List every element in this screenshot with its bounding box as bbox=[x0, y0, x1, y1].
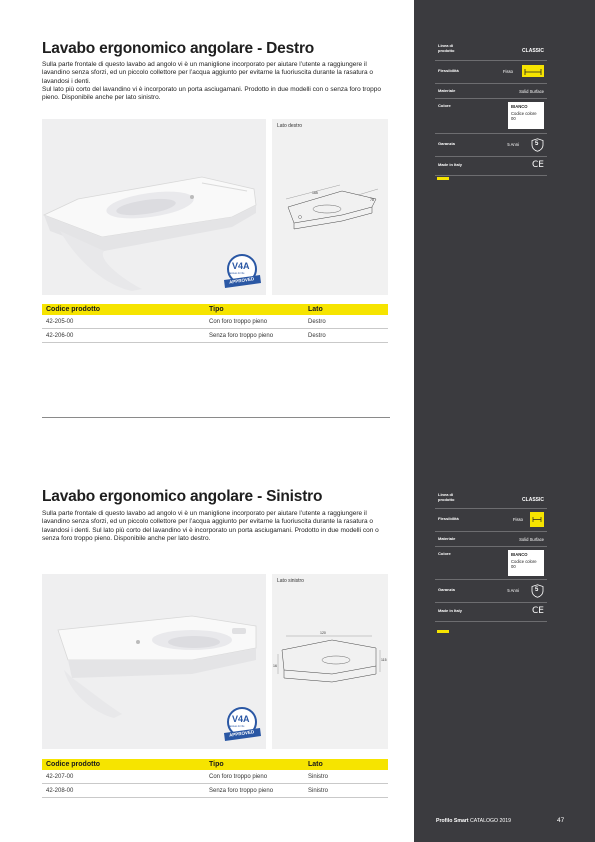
spec-label: Garanzia bbox=[438, 141, 455, 146]
accent-bar bbox=[437, 630, 449, 633]
spec-row-materiale bbox=[435, 532, 547, 547]
header-codice: Codice prodotto bbox=[46, 761, 101, 768]
cell-tipo: Con foro troppo pieno bbox=[209, 773, 268, 780]
badge-main-text: V4A bbox=[232, 714, 250, 724]
dimension-label: 120 bbox=[320, 631, 326, 635]
cell-codice: 42-205-00 bbox=[46, 318, 74, 325]
arrow-icon bbox=[522, 65, 544, 77]
spec-row-colore bbox=[435, 99, 547, 134]
warranty-shield-icon bbox=[531, 138, 544, 152]
cell-lato: Destro bbox=[308, 332, 326, 339]
badge-ribbon-text: APPROVED bbox=[228, 729, 255, 738]
drawing-label: Lato sinistro bbox=[277, 578, 304, 584]
badge-main-text: V4A bbox=[232, 261, 250, 271]
cell-lato: Destro bbox=[308, 318, 326, 325]
header-codice: Codice prodotto bbox=[46, 306, 101, 313]
ce-mark-icon: CE bbox=[532, 606, 544, 616]
section-description bbox=[42, 510, 384, 543]
dimension-label: 165 bbox=[312, 191, 318, 195]
badge-small-text: stainless for life bbox=[228, 725, 245, 728]
header-lato: Lato bbox=[308, 306, 323, 313]
spec-value: Solid Surface bbox=[519, 89, 544, 94]
table-row bbox=[42, 770, 388, 784]
spec-label: Flessibilità bbox=[438, 516, 459, 521]
product-photo bbox=[42, 574, 266, 749]
spec-row-garanzia bbox=[435, 134, 547, 157]
spec-panel bbox=[435, 492, 547, 633]
color-name: BIANCO bbox=[511, 552, 528, 557]
warranty-years: 5 bbox=[535, 141, 539, 147]
spec-value: Fisso bbox=[512, 517, 523, 522]
table-header bbox=[42, 304, 388, 315]
technical-drawing bbox=[272, 574, 388, 749]
cell-codice: 42-207-00 bbox=[46, 773, 74, 780]
spec-row-made bbox=[435, 157, 547, 176]
spec-value: CLASSIC bbox=[522, 48, 544, 54]
ce-mark-icon: CE bbox=[532, 160, 544, 170]
spec-row-linea bbox=[435, 492, 547, 509]
cell-lato: Sinistro bbox=[308, 787, 329, 794]
technical-drawing bbox=[272, 119, 388, 295]
spec-label: Flessibilità bbox=[438, 68, 459, 73]
spec-value: 5 Anni bbox=[507, 588, 519, 593]
page-number: 47 bbox=[557, 817, 565, 824]
spec-panel bbox=[435, 42, 547, 180]
drawing-label: Lato destro bbox=[277, 123, 303, 129]
color-code: 00 bbox=[511, 116, 516, 121]
spec-row-colore bbox=[435, 547, 547, 580]
spec-value: 5 Anni bbox=[507, 142, 519, 147]
spec-label: Materiale bbox=[438, 536, 456, 541]
table-row bbox=[42, 315, 388, 329]
v4a-approved-badge bbox=[220, 253, 264, 295]
footer-brand: Profilo Smart bbox=[436, 818, 469, 824]
spec-label: Garanzia bbox=[438, 587, 455, 592]
section-description bbox=[42, 61, 384, 102]
spec-value: Solid Surface bbox=[519, 537, 544, 542]
spec-label: Linea di prodotto bbox=[438, 43, 455, 53]
badge-ribbon-text: APPROVED bbox=[228, 276, 255, 285]
color-swatch bbox=[508, 102, 544, 129]
cell-tipo: Con foro troppo pieno bbox=[209, 318, 268, 325]
color-name: BIANCO bbox=[511, 104, 528, 109]
arrow-icon bbox=[530, 512, 544, 527]
spec-label: Colore bbox=[438, 551, 451, 556]
spec-row-made bbox=[435, 603, 547, 622]
drawing-lines bbox=[272, 574, 388, 749]
cell-tipo: Senza foro troppo pieno bbox=[209, 332, 274, 339]
dimension-label: 115 bbox=[381, 658, 387, 662]
table-header bbox=[42, 759, 388, 770]
footer-catalog bbox=[436, 818, 511, 824]
product-photo bbox=[42, 119, 266, 295]
cell-codice: 42-208-00 bbox=[46, 787, 74, 794]
spec-row-flessibilita bbox=[435, 509, 547, 532]
accent-bar bbox=[437, 177, 449, 180]
spec-label: Made in Italy bbox=[438, 608, 463, 613]
table-row bbox=[42, 784, 388, 798]
drawing-lines bbox=[272, 119, 388, 295]
warranty-shield-icon bbox=[531, 584, 544, 598]
description-paragraph: Sul lato più corto del lavandino vi è incorporato un porta asciugamani. Prodotto in due modelli con o senza foro troppo pieno. Disponibile anche per lato sinistro. bbox=[42, 85, 381, 102]
color-code: 00 bbox=[511, 564, 516, 569]
spec-value: CLASSIC bbox=[522, 497, 544, 503]
spec-label: Linea di prodotto bbox=[438, 492, 455, 502]
spec-label: Colore bbox=[438, 103, 451, 108]
cell-tipo: Senza foro troppo pieno bbox=[209, 787, 274, 794]
spec-row-garanzia bbox=[435, 580, 547, 603]
section-divider bbox=[42, 417, 390, 418]
warranty-years: 5 bbox=[535, 587, 539, 593]
spec-row-materiale bbox=[435, 84, 547, 99]
table-row bbox=[42, 329, 388, 343]
product-table bbox=[42, 304, 388, 343]
header-tipo: Tipo bbox=[209, 306, 224, 313]
cell-lato: Sinistro bbox=[308, 773, 329, 780]
spec-label: Materiale bbox=[438, 88, 456, 93]
spec-row-linea bbox=[435, 42, 547, 61]
color-code-label: Codice colore bbox=[511, 559, 537, 564]
badge-small-text: stainless for life bbox=[228, 272, 245, 275]
footer-catalog-year: CATALOGO 2019 bbox=[470, 818, 512, 824]
section-title: Lavabo ergonomico angolare - Sinistro bbox=[42, 488, 323, 505]
dimension-label: 16 bbox=[273, 664, 277, 668]
spec-label: Made in Italy bbox=[438, 162, 463, 167]
color-swatch bbox=[508, 550, 544, 576]
dimension-label: 78 bbox=[370, 198, 374, 202]
v4a-approved-badge bbox=[220, 706, 264, 749]
product-table bbox=[42, 759, 388, 798]
cell-codice: 42-206-00 bbox=[46, 332, 74, 339]
section-title: Lavabo ergonomico angolare - Destro bbox=[42, 40, 315, 57]
description-paragraph: Sulla parte frontale di questo lavabo ad angolo vi è un maniglione incorporato per aiutare l’utente a raggiungere il lavandino senza sforzi, ed un piccolo collettore per l’acqua aggiunto per evitarne la fuoriuscita durante la rasatura o lavandosi i denti. bbox=[42, 61, 373, 85]
description-paragraph: Sulla parte frontale di questo lavabo ad angolo vi è un maniglione incorporato per aiutare l’utente a raggiungere il lavandino senza sforzi, ed un piccolo collettore per l’acqua aggiunto per evitarne la fuoriuscita durante la rasatura o lavandosi i denti. Sul lato più corto del lavandino vi è incorporato un porta asciugamani. Prodotto in due modelli con o senza foro troppo pieno. Disponibile anche per lato destro. bbox=[42, 510, 379, 542]
spec-value: Fisso bbox=[502, 69, 513, 74]
header-tipo: Tipo bbox=[209, 761, 224, 768]
color-code-label: Codice colore bbox=[511, 111, 537, 116]
header-lato: Lato bbox=[308, 761, 323, 768]
spec-row-flessibilita bbox=[435, 61, 547, 84]
